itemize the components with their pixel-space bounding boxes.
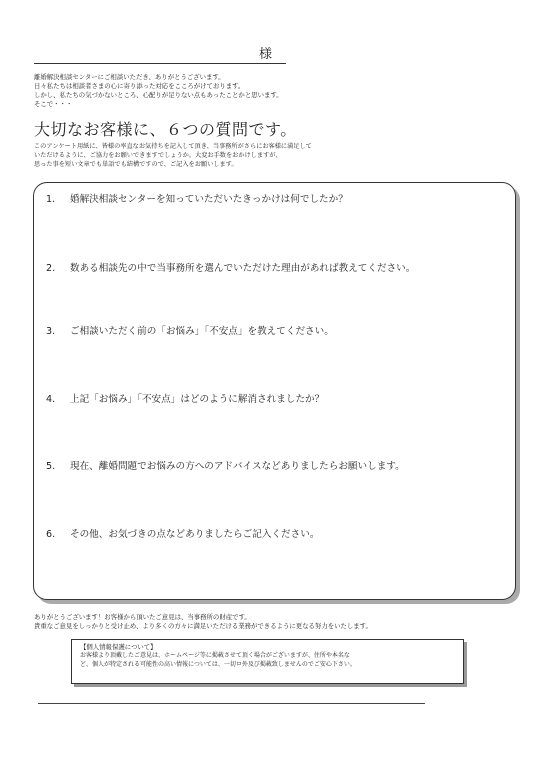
question-text: その他、お気づきの点などありましたらご記入ください。 (70, 529, 320, 540)
thanks-line-1: ありがとうございます！お客様から頂いたご意見は、当事務所の財産です。 (34, 613, 251, 621)
question-text: 上記「お悩み」「不安点」はどのように解消されましたか？ (70, 394, 325, 405)
question-text: 現在、離婚問題でお悩みの方へのアドバイスなどありましたらお願いします。 (70, 461, 405, 472)
question-4[interactable] (46, 393, 324, 407)
question-number: 2. (46, 263, 56, 274)
description-line-2: いただけるように、ご協力をお願いできますでしょうか。大変お手数をおかけしますが、 (34, 152, 282, 159)
question-6[interactable] (46, 528, 319, 542)
description-line-1: このアンケート用紙に、皆様の率直なお気持ちを記入して頂き、当事務所がさらにお客様に満足して (34, 143, 312, 150)
intro-line-1: 離婚解決相談センターにご相談いただき、ありがとうございます。 (34, 73, 225, 81)
question-5[interactable] (46, 460, 405, 474)
bottom-underline (38, 703, 425, 704)
question-3[interactable] (46, 325, 334, 339)
question-number: 3. (46, 326, 56, 337)
intro-line-2: 日々私たちは相談者さまの心に寄り添った対応をこころがけております。 (34, 82, 245, 90)
question-text: 数ある相談先の中で当事務所を選んでいただけた理由があれば教えてください。 (70, 263, 416, 274)
question-number: 5. (46, 461, 56, 472)
name-underline (34, 63, 286, 64)
page-heading: 大切なお客様に、６つの質問です。 (34, 120, 297, 139)
question-number: 1. (46, 194, 56, 205)
privacy-title: 【個人情報保護について】 (80, 643, 157, 651)
description-line-3: 思った事を短い文章でも単語でも結構ですので、ご記入をお願いします。 (34, 161, 238, 168)
question-number: 4. (46, 394, 56, 405)
privacy-notice-box (71, 639, 464, 684)
question-text: ご相談いただく前の「お悩み」「不安点」を教えてください。 (70, 326, 334, 337)
question-number: 6. (46, 529, 56, 540)
privacy-line-1: お客様より頂戴したご意見は、ホームページ等に掲載させて頂く場合がございますが、住所や本名な (80, 652, 350, 659)
intro-line-4: そこで・・・ (34, 100, 73, 108)
privacy-line-2: ど、個人が特定される可能性の高い情報については、一切ロ外及び掲載致しませんのでご安心下さい。 (80, 660, 356, 668)
intro-line-3: しかし、私たちの気づかないところ、心配りが足りない点もあったことかと思います。 (34, 91, 283, 99)
honorific-sama: 様 (259, 47, 273, 62)
question-text: 婚解決相談センターを知っていただいたきっかけは何でしたか？ (70, 194, 348, 205)
question-1[interactable] (46, 193, 348, 207)
thanks-line-2: 貴重なご意見をしっかりと受け止め、より多くの方々に満足いただける業務ができるように更なる努力をいたします。 (34, 622, 372, 630)
question-2[interactable] (46, 262, 415, 276)
